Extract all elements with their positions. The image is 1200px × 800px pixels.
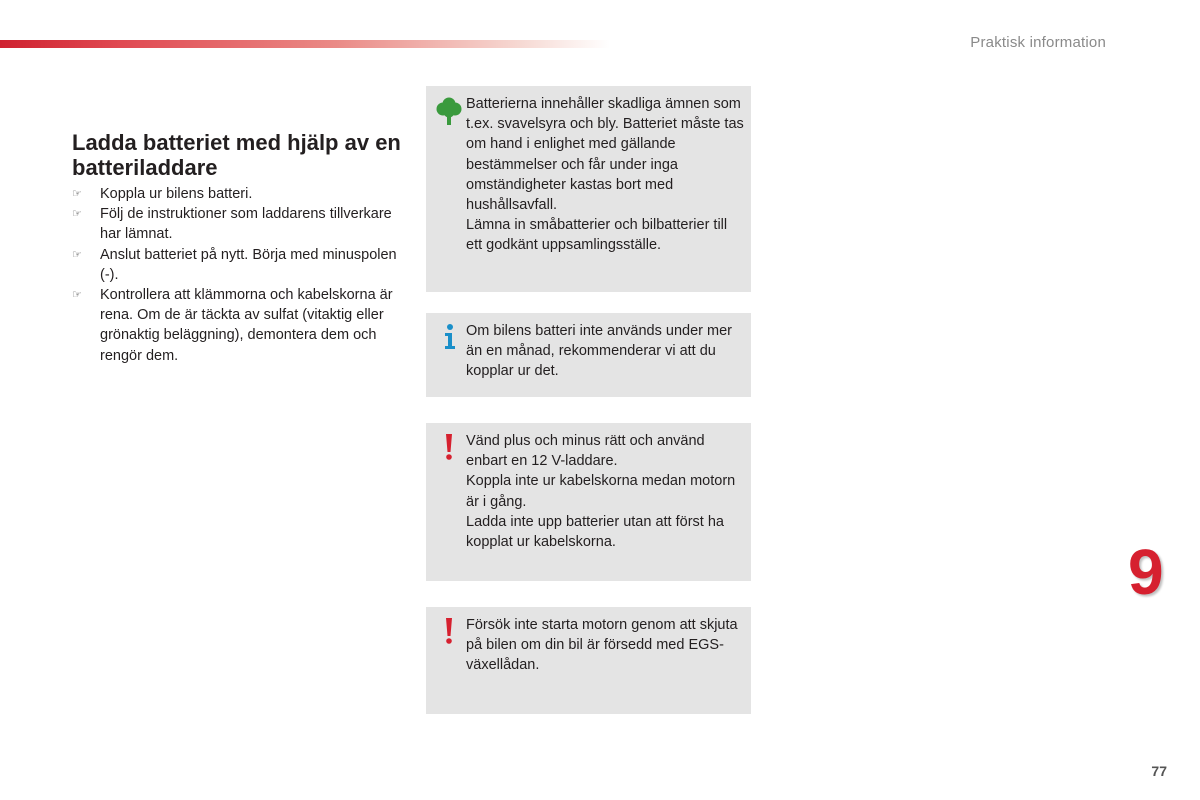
note-paragraph: Om bilens batteri inte används under mer än en månad, rekommenderar vi att du kopplar ur det. <box>466 323 732 380</box>
warning-note-box <box>426 607 751 714</box>
list-item-text: Koppla ur bilens batteri. <box>100 186 253 202</box>
tree-environment-icon <box>436 96 462 132</box>
environment-note-box <box>426 86 751 292</box>
note-text <box>466 431 746 552</box>
warning-exclamation-icon <box>444 617 454 651</box>
list-item <box>72 285 402 366</box>
list-item <box>72 204 402 244</box>
pointing-hand-icon: ☞ <box>72 289 82 302</box>
list-item-text: Kontrollera att klämmorna och kabelskorna är rena. Om de är täckta av sulfat (vitaktig eller grönaktig beläggning), demontera dem och rengör dem. <box>100 287 393 364</box>
page-number: 77 <box>1151 763 1167 779</box>
list-item <box>72 184 402 204</box>
note-paragraph: Koppla inte ur kabelskorna medan motorn är i gång. <box>466 473 736 510</box>
note-paragraph: Vänd plus och minus rätt och använd enbart en 12 V-laddare. <box>466 433 705 470</box>
info-icon <box>443 323 457 357</box>
list-item-text: Följ de instruktioner som laddarens tillverkare har lämnat. <box>100 206 392 243</box>
chapter-number: 9 <box>1128 536 1164 608</box>
list-item-text: Anslut batteriet på nytt. Börja med minuspolen (-). <box>100 246 397 283</box>
note-text <box>466 615 746 676</box>
pointing-hand-icon: ☞ <box>72 248 82 261</box>
note-paragraph: Försök inte starta motorn genom att skjuta på bilen om din bil är försedd med EGS-växellådan. <box>466 617 738 674</box>
pointing-hand-icon: ☞ <box>72 188 82 200</box>
section-title: Ladda batteriet med hjälp av en batteriladdare <box>72 130 401 180</box>
list-item <box>72 245 402 285</box>
header-accent-bar <box>0 40 610 48</box>
note-paragraph: Batterierna innehåller skadliga ämnen som t.ex. svavelsyra och bly. Batteriet måste tas om hand i enlighet med gällande bestämmelser och får under inga omständigheter kastas bort med hushållsavfall. <box>466 96 744 214</box>
warning-exclamation-icon <box>444 433 454 467</box>
instruction-list <box>72 184 402 366</box>
page-header-title: Praktisk information <box>970 34 1106 51</box>
pointing-hand-icon: ☞ <box>72 208 82 221</box>
note-text <box>466 321 746 382</box>
note-text <box>466 94 746 256</box>
note-paragraph: Lämna in småbatterier och bilbatterier till ett godkänt uppsamlingsställe. <box>466 217 728 254</box>
info-note-box <box>426 313 751 397</box>
note-paragraph: Ladda inte upp batterier utan att först ha kopplat ur kabelskorna. <box>466 513 724 551</box>
warning-note-box <box>426 423 751 581</box>
